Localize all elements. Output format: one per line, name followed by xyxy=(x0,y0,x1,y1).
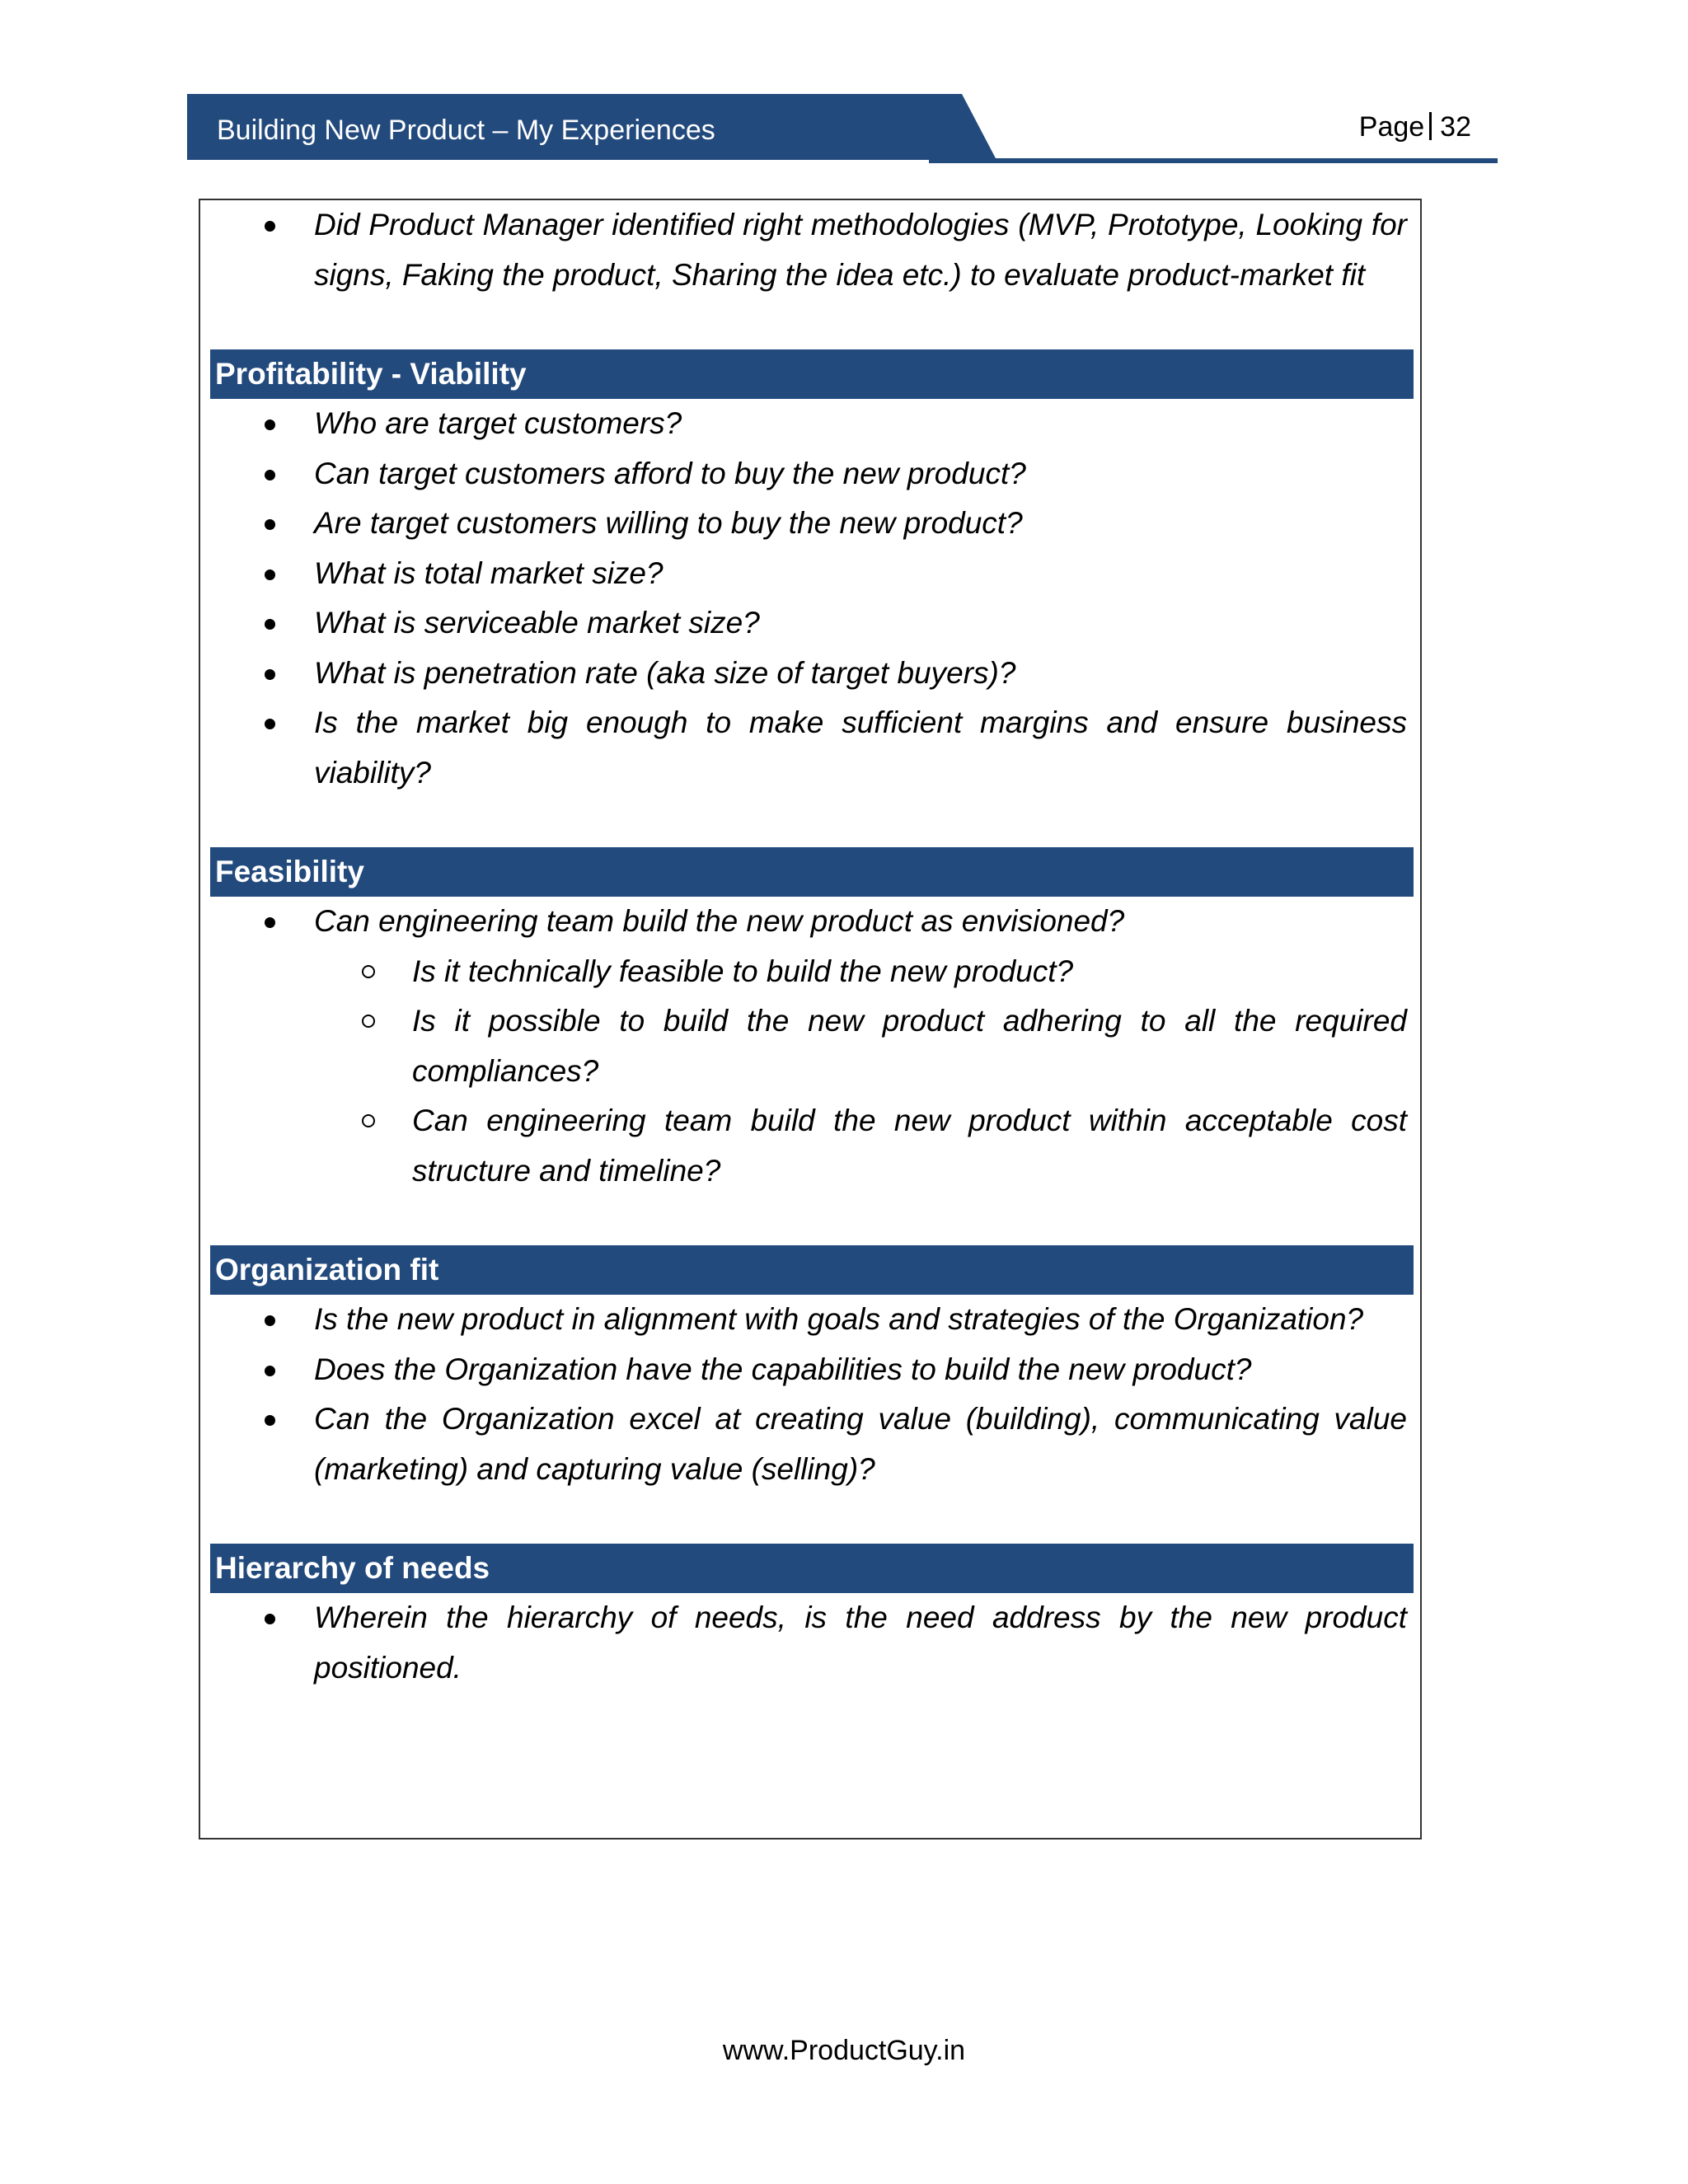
section-heading-feasibility: Feasibility xyxy=(210,847,1414,897)
page-separator xyxy=(1429,112,1432,140)
list-item: Who are target customers? xyxy=(210,399,1414,449)
list-item: Can engineering team build the new product as envisioned? xyxy=(210,897,1414,947)
sub-list-item: Is it technically feasible to build the new product? xyxy=(210,947,1414,997)
footer-website: www.ProductGuy.in xyxy=(722,2035,966,2066)
section-heading-organization-fit: Organization fit xyxy=(210,1245,1414,1295)
list-item: Did Product Manager identified right methodologies (MVP, Prototype, Looking for signs, Faking the product, Sharing the idea etc.) to evaluate product-market fit xyxy=(210,200,1414,300)
spacer xyxy=(210,300,1414,349)
section-heading-profitability: Profitability - Viability xyxy=(210,349,1414,399)
section-heading-hierarchy-of-needs: Hierarchy of needs xyxy=(210,1544,1414,1593)
hierarchy-bullet-list xyxy=(210,1593,1414,1693)
list-item: What is serviceable market size? xyxy=(210,598,1414,649)
feasibility-sub-bullet-list xyxy=(210,947,1414,1197)
page-label: Page xyxy=(1358,111,1425,143)
intro-bullet-list xyxy=(210,200,1414,300)
list-item: Does the Organization have the capabilities to build the new product? xyxy=(210,1345,1414,1395)
list-item: What is total market size? xyxy=(210,549,1414,599)
content-body xyxy=(210,200,1414,1693)
list-item: What is penetration rate (aka size of target buyers)? xyxy=(210,649,1414,699)
list-item: Wherein the hierarchy of needs, is the need address by the new product positioned. xyxy=(210,1593,1414,1693)
list-item: Is the new product in alignment with goals and strategies of the Organization? xyxy=(210,1295,1414,1345)
list-item: Is the market big enough to make sufficient margins and ensure business viability? xyxy=(210,698,1414,798)
feasibility-bullet-list xyxy=(210,897,1414,947)
profitability-bullet-list xyxy=(210,399,1414,798)
page-number-label xyxy=(1359,110,1471,144)
list-item: Can target customers afford to buy the new product? xyxy=(210,449,1414,499)
content-box xyxy=(199,199,1422,1840)
list-item: Can the Organization excel at creating value (building), communicating value (marketing) and capturing value (selling)? xyxy=(210,1394,1414,1494)
sub-list-item: Can engineering team build the new product within acceptable cost structure and timeline? xyxy=(210,1096,1414,1196)
page-header xyxy=(187,94,1498,168)
spacer xyxy=(210,1494,1414,1544)
list-item: Are target customers willing to buy the new product? xyxy=(210,499,1414,549)
spacer xyxy=(210,798,1414,847)
sub-list-item: Is it possible to build the new product adhering to all the required compliances? xyxy=(210,996,1414,1096)
organization-fit-bullet-list xyxy=(210,1295,1414,1494)
page-number: 32 xyxy=(1440,111,1471,143)
spacer xyxy=(210,1196,1414,1245)
document-title: Building New Product – My Experiences xyxy=(217,115,715,146)
